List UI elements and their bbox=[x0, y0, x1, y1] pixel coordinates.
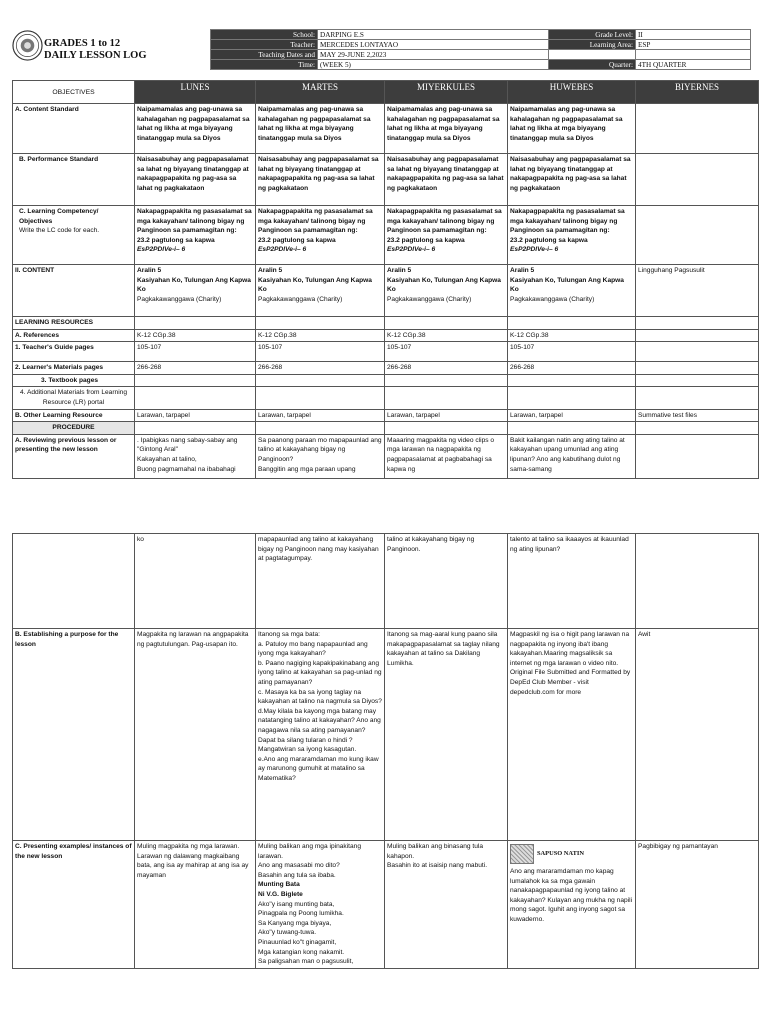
reviewing-cell-lunes: . Ipabigkas nang sabay-sabay ang "Gintong Aral" Kakayahan at talino, Buong pagmamahal na ibabahagi bbox=[135, 434, 256, 478]
table-row bbox=[13, 154, 759, 206]
reviewing-lesson-label: A. Reviewing previous lesson or presenting the new lesson bbox=[13, 434, 135, 478]
time-label: Time: bbox=[211, 60, 318, 70]
other-resource-cell: Larawan, tarpapel bbox=[256, 409, 385, 422]
lesson-table-page-2 bbox=[12, 533, 759, 969]
table-row bbox=[13, 329, 759, 342]
additional-materials-label: 4. Additional Materials from Learning Resource (LR) portal bbox=[13, 387, 135, 409]
reviewing-cont-martes: mapapaunlad ang talino at kakayahang bigay ng Panginoon nang may kasiyahan at pagtatagumpay. bbox=[256, 534, 385, 629]
document-title bbox=[44, 38, 147, 62]
grade-label: Grade Level: bbox=[549, 30, 636, 40]
purpose-cell-biyernes: Awit bbox=[636, 629, 759, 841]
performance-standard-label: B. Performance Standard bbox=[13, 154, 135, 206]
content-label: II. CONTENT bbox=[13, 265, 135, 317]
content-standard-cell: Naipamamalas ang pag-unawa sa kahalagahan ng pagpapasalamat sa lahat ng likha at mga biyayang tinatanggap mula sa Diyos bbox=[256, 104, 385, 154]
time-value: (WEEK 5) bbox=[318, 60, 549, 70]
poem-text: Ako"y isang munting bata, Pinagpala ng Poong lumikha. Sa Kanyang mga biyaya, Ako"y tuwang-tuwa. Pinauunlad ko"t ginagamit, Mga katangian kong nakamit. Sa paligsahan man o pagsusulit, bbox=[258, 900, 354, 966]
teacher-label: Teacher: bbox=[211, 40, 318, 50]
day-header-biyernes: BIYERNES bbox=[636, 81, 759, 104]
table-row bbox=[13, 104, 759, 154]
purpose-cell-martes: Itanong sa mga bata: a. Patuloy mo bang napapaunlad ang iyong mga kakayahan? b. Paano nagiging kapakipakinabang ang iyong talino at kakayahan sa pag-unlad ng ating pamayanan? c. Masaya ka ba sa iyong taglay na kakayahan at talino na nagmula sa Diyos? d.May kilala ba kayong mga batang may natatanging talino at kakayahan? Ano ang nagagawa nila sa ating pamayanan? Dapat ba silang tularan o hindi ? Mangatwiran sa iyong kasagutan. e.Ano ang mararamdaman mo kung ikaw ay marunong gumuhit at matalino sa Matematika? bbox=[256, 629, 385, 841]
other-resource-cell: Larawan, tarpapel bbox=[135, 409, 256, 422]
procedure-label: PROCEDURE bbox=[13, 422, 135, 435]
document-header bbox=[12, 29, 758, 70]
day-header-martes: MARTES bbox=[256, 81, 385, 104]
reviewing-cont-huwebes: talento at talino sa ikaaayos at ikauunlad ng ating lipunan? bbox=[508, 534, 636, 629]
teachers-guide-label: 1. Teacher's Guide pages bbox=[13, 342, 135, 362]
learners-materials-cell: 266-268 bbox=[385, 362, 508, 375]
purpose-cell-huwebes: Magpaskil ng isa o higit pang larawan na nagpapakita ng inyong iba't ibang kakayahan.Maaring magsaliksik sa internet ng mga larawan o video nito. Original File Submitted and Formatted by DepEd Club Member - visit depedclub.com for more bbox=[508, 629, 636, 841]
purpose-cell-lunes: Magpakita ng larawan na angpapakita ng pagtutulungan. Pag-usapan ito. bbox=[135, 629, 256, 841]
presenting-cell-biyernes: Pagbibigay ng pamantayan bbox=[636, 841, 759, 969]
references-label: A. References bbox=[13, 329, 135, 342]
teachers-guide-cell: 105-107 bbox=[135, 342, 256, 362]
other-resource-cell-biyernes: Summative test files bbox=[636, 409, 759, 422]
content-standard-cell: Naipamamalas ang pag-unawa sa kahalagahan ng pagpapasalamat sa lahat ng likha at mga biyayang tinatanggap mula sa Diyos bbox=[135, 104, 256, 154]
other-resource-label: B. Other Learning Resource bbox=[13, 409, 135, 422]
info-table bbox=[210, 29, 751, 70]
table-row bbox=[13, 362, 759, 375]
quarter-label: Quarter: bbox=[549, 60, 636, 70]
content-cell: Aralin 5 Kasiyahan Ko, Tulungan Ang Kapwa Ko Pagkakawanggawa (Charity) bbox=[256, 265, 385, 317]
table-row bbox=[13, 374, 759, 387]
textbook-pages-label: 3. Textbook pages bbox=[13, 374, 135, 387]
teacher-value: MERCEDES LONTAYAO bbox=[318, 40, 549, 50]
table-row bbox=[13, 206, 759, 265]
table-row bbox=[13, 534, 759, 629]
table-row bbox=[13, 434, 759, 478]
learners-materials-cell: 266-268 bbox=[135, 362, 256, 375]
table-row bbox=[13, 629, 759, 841]
content-cell-biyernes: Lingguhang Pagsusulit bbox=[636, 265, 759, 317]
poem-title: Munting Bata bbox=[258, 881, 300, 889]
poem-author: Ni V.G. Biglete bbox=[258, 890, 303, 898]
competency-cell: Nakapagpapakita ng pasasalamat sa mga kakayahan/ talinong bigay ng Panginoon sa pamamagitan ng: 23.2 pagtulong sa kapwa EsP2PDIVe-i– 6 bbox=[135, 206, 256, 265]
content-cell: Aralin 5 Kasiyahan Ko, Tulungan Ang Kapwa Ko Pagkakawanggawa (Charity) bbox=[508, 265, 636, 317]
school-label: School: bbox=[211, 30, 318, 40]
reviewing-cont-miyerkules: talino at kakayahang bigay ng Panginoon. bbox=[385, 534, 508, 629]
table-row bbox=[13, 387, 759, 409]
competency-cell: Nakapagpapakita ng pasasalamat sa mga kakayahan/ talinong bigay ng Panginoon sa pamamagitan ng: 23.2 pagtulong sa kapwa EsP2PDIVe-i– 6 bbox=[256, 206, 385, 265]
purpose-label: B. Establishing a purpose for the lesson bbox=[13, 629, 135, 841]
title-line-2: DAILY LESSON LOG bbox=[44, 50, 147, 61]
reviewing-cell-huwebes: Bakit kailangan natin ang ating talino at kakayahan upang umunlad ang ating lipunan? Ano ang kabutihang dulot ng sama-samang bbox=[508, 434, 636, 478]
teachers-guide-cell: 105-107 bbox=[385, 342, 508, 362]
performance-standard-cell: Naisasabuhay ang pagpapasalamat sa lahat ng biyayang tinatanggap at nakapagpapakita ng pag-asa sa lahat ng pagkakataon bbox=[256, 154, 385, 206]
sapuso-caption: SAPUSO NATIN bbox=[537, 850, 584, 858]
performance-standard-cell: Naisasabuhay ang pagpapasalamat sa lahat ng biyayang tinatanggap at nakapagpapakita ng pag-asa sa lahat ng pagkakataon bbox=[508, 154, 636, 206]
grade-value: II bbox=[636, 30, 751, 40]
lc-code-note: Write the LC code for each. bbox=[19, 227, 100, 235]
presenting-cell-huwebes: SAPUSO NATIN Ano ang mararamdaman mo kapag lumalahok ka sa mga gawain nanakapagpapaunlad ng iyong talino at kakayahan? Kulayan ang mukha ng napili mong sagot. Iguhit ang inyong sagot sa kuwaderno. bbox=[508, 841, 636, 969]
school-value: DARPING E.S bbox=[318, 30, 549, 40]
sapuso-image bbox=[510, 844, 534, 864]
reference-cell: K-12 CGp.38 bbox=[385, 329, 508, 342]
teachers-guide-cell: 105-107 bbox=[508, 342, 636, 362]
content-standard-cell: Naipamamalas ang pag-unawa sa kahalagahan ng pagpapasalamat sa lahat ng likha at mga biyayang tinatanggap mula sa Diyos bbox=[508, 104, 636, 154]
purpose-cell-miyerkules: Itanong sa mag-aaral kung paano sila makapagpapasalamat sa taglay nilang kakayahan at talino sa Dakilang Lumikha. bbox=[385, 629, 508, 841]
presenting-cell-lunes: Muling magpakita ng mga larawan. Larawan ng dalawang magkaibang bata, ang isa ay mahirap at ang isa ay mayaman bbox=[135, 841, 256, 969]
reviewing-cont-lunes: ko bbox=[135, 534, 256, 629]
content-cell: Aralin 5 Kasiyahan Ko, Tulungan Ang Kapwa Ko Pagkakawanggawa (Charity) bbox=[135, 265, 256, 317]
performance-standard-cell: Naisasabuhay ang pagpapasalamat sa lahat ng biyayang tinatanggap at nakapagpapakita ng pag-asa sa lahat ng pagkakataon bbox=[385, 154, 508, 206]
reviewing-cell-martes: Sa paanong paraan mo mapapaunlad ang talino at kakayahang bigay ng Panginoon? Banggitin ang mga paraan upang bbox=[256, 434, 385, 478]
reference-cell: K-12 CGp.38 bbox=[256, 329, 385, 342]
presenting-cell-martes: Muling balikan ang mga ipinakitang larawan. Ano ang masasabi mo dito? Basahin ang tula sa ibaba. Munting Bata Ni V.G. Biglete Ako"y isang munting bata, Pinagpala ng Poong lumikha. Sa Kanyang mga biyaya, Ako"y tuwang-tuwa. Pinauunlad ko"t ginagamit, Mga katangian kong nakamit. Sa paligsahan man o pagsusulit, bbox=[256, 841, 385, 969]
other-resource-cell: Larawan, tarpapel bbox=[508, 409, 636, 422]
table-row bbox=[13, 841, 759, 969]
reviewing-cell-miyerkules: Maaaring magpakita ng video clips o mga larawan na nagpapakita ng pagpapasalamat at pagbabahagi sa kapwa ng bbox=[385, 434, 508, 478]
sapuso-natin-banner bbox=[510, 844, 633, 864]
content-cell: Aralin 5 Kasiyahan Ko, Tulungan Ang Kapwa Ko Pagkakawanggawa (Charity) bbox=[385, 265, 508, 317]
day-header-huwebes: HUWEBES bbox=[508, 81, 636, 104]
area-label: Learning Area: bbox=[549, 40, 636, 50]
learning-resources-label: LEARNING RESOURCES bbox=[13, 317, 135, 330]
learning-competency-label: C. Learning Competency/ Objectives Write the LC code for each. bbox=[13, 206, 135, 265]
content-standard-label: A. Content Standard bbox=[13, 104, 135, 154]
table-row bbox=[13, 265, 759, 317]
content-standard-cell: Naipamamalas ang pag-unawa sa kahalagahan ng pagpapasalamat sa lahat ng likha at mga biyayang tinatanggap mula sa Diyos bbox=[385, 104, 508, 154]
other-resource-cell: Larawan, tarpapel bbox=[385, 409, 508, 422]
objectives-header: OBJECTIVES bbox=[13, 81, 135, 104]
reference-cell: K-12 CGp.38 bbox=[135, 329, 256, 342]
learners-materials-label: 2. Learner's Materials pages bbox=[13, 362, 135, 375]
deped-seal-icon bbox=[12, 30, 43, 61]
day-header-miyerkules: MIYERKULES bbox=[385, 81, 508, 104]
reference-cell: K-12 CGp.38 bbox=[508, 329, 636, 342]
performance-standard-cell: Naisasabuhay ang pagpapasalamat sa lahat ng biyayang tinatanggap at nakapagpapakita ng pag-asa sa lahat ng pagkakataon bbox=[135, 154, 256, 206]
dates-label: Teaching Dates and bbox=[211, 50, 318, 60]
area-value: ESP bbox=[636, 40, 751, 50]
presenting-examples-label: C. Presenting examples/ instances of the new lesson bbox=[13, 841, 135, 969]
learners-materials-cell: 266-268 bbox=[256, 362, 385, 375]
table-row bbox=[13, 317, 759, 330]
competency-cell: Nakapagpapakita ng pasasalamat sa mga kakayahan/ talinong bigay ng Panginoon sa pamamagitan ng: 23.2 pagtulong sa kapwa EsP2PDIVe-i– 6 bbox=[385, 206, 508, 265]
learners-materials-cell: 266-268 bbox=[508, 362, 636, 375]
table-row bbox=[13, 422, 759, 435]
day-header-lunes: LUNES bbox=[135, 81, 256, 104]
quarter-value: 4TH QUARTER bbox=[636, 60, 751, 70]
presenting-cell-miyerkules: Muling balikan ang binasang tula kahapon. Basahin ito at isaisip nang mabuti. bbox=[385, 841, 508, 969]
title-line-1: GRADES 1 to 12 bbox=[44, 38, 121, 49]
dates-value: MAY 29-JUNE 2,2023 bbox=[318, 50, 549, 60]
teachers-guide-cell: 105-107 bbox=[256, 342, 385, 362]
table-row bbox=[13, 342, 759, 362]
competency-cell: Nakapagpapakita ng pasasalamat sa mga kakayahan/ talinong bigay ng Panginoon sa pamamagitan ng: 23.2 pagtulong sa kapwa EsP2PDIVe-i– 6 bbox=[508, 206, 636, 265]
table-row bbox=[13, 409, 759, 422]
lesson-table-page-1 bbox=[12, 80, 759, 479]
